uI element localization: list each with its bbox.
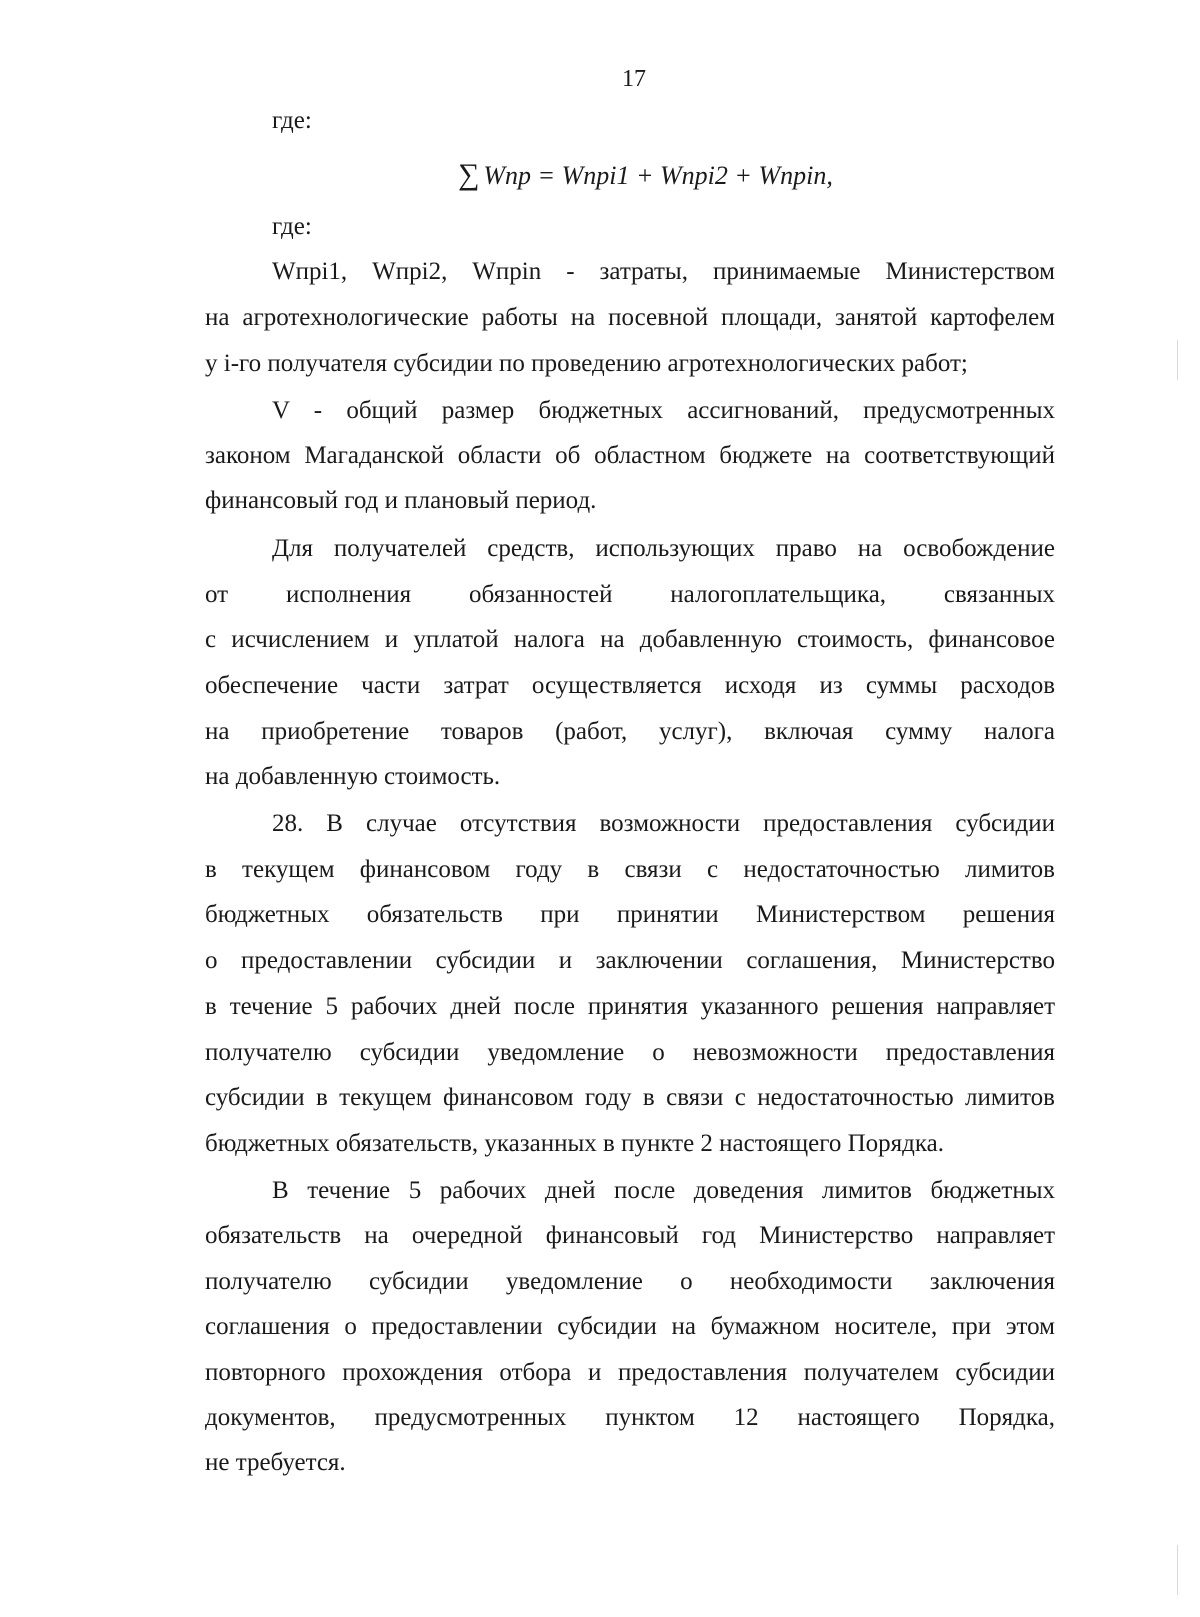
text-line: о предоставлении субсидии и заключении соглашения, Министерство xyxy=(205,947,1055,974)
text-line: соглашения о предоставлении субсидии на бумажном носителе, при этом xyxy=(205,1313,1055,1340)
text-line: в течение 5 рабочих дней после принятия указанного решения направляет xyxy=(205,993,1055,1020)
text-line: документов, предусмотренных пунктом 12 настоящего Порядка, xyxy=(205,1404,1055,1431)
scan-edge-mark xyxy=(1177,340,1178,380)
formula-expression: Wnp = Wnpi1 + Wnpi2 + Wnpin, xyxy=(483,161,833,190)
text-line: повторного прохождения отбора и предоставления получателем субсидии xyxy=(205,1359,1055,1386)
text-line: 28. В случае отсутствия возможности предоставления субсидии xyxy=(272,810,1055,837)
page-number: 17 xyxy=(622,66,646,92)
text-line: на добавленную стоимость. xyxy=(205,763,501,790)
text-line: обязательств на очередной финансовый год Министерство направляет xyxy=(205,1222,1055,1249)
where-label: где: xyxy=(272,107,312,134)
sigma-symbol: ∑ xyxy=(458,158,480,191)
text-line: V - общий размер бюджетных ассигнований, предусмотренных xyxy=(272,397,1055,424)
text-line: у і-го получателя субсидии по проведению агротехнологических работ; xyxy=(205,350,968,377)
where-label: где: xyxy=(272,213,312,240)
text-line: Для получателей средств, использующих право на освобождение xyxy=(272,535,1055,562)
text-line: не требуется. xyxy=(205,1449,346,1476)
text-line: бюджетных обязательств при принятии Министерством решения xyxy=(205,901,1055,928)
text-line: бюджетных обязательств, указанных в пункте 2 настоящего Порядка. xyxy=(205,1130,944,1157)
text-line: субсидии в текущем финансовом году в связи с недостаточностью лимитов xyxy=(205,1084,1055,1111)
text-line: получателю субсидии уведомление о необходимости заключения xyxy=(205,1268,1055,1295)
sum-formula xyxy=(458,158,833,193)
text-line: в текущем финансовом году в связи с недостаточностью лимитов xyxy=(205,856,1055,883)
text-line: законом Магаданской области об областном бюджете на соответствующий xyxy=(205,442,1055,469)
text-line: на агротехнологические работы на посевной площади, занятой картофелем xyxy=(205,304,1055,331)
text-line: с исчислением и уплатой налога на добавленную стоимость, финансовое xyxy=(205,626,1055,653)
text-line: получателю субсидии уведомление о невозможности предоставления xyxy=(205,1039,1055,1066)
text-line: обеспечение части затрат осуществляется исходя из суммы расходов xyxy=(205,672,1055,699)
text-line: финансовый год и плановый период. xyxy=(205,487,597,514)
text-line: В течение 5 рабочих дней после доведения лимитов бюджетных xyxy=(272,1177,1055,1204)
text-line: от исполнения обязанностей налогоплательщика, связанных xyxy=(205,581,1055,608)
scan-edge-mark xyxy=(1177,1545,1178,1595)
text-line: Wпрі1, Wпрі2, Wпріn - затраты, принимаемые Министерством xyxy=(272,258,1055,285)
text-line: на приобретение товаров (работ, услуг), включая сумму налога xyxy=(205,718,1055,745)
